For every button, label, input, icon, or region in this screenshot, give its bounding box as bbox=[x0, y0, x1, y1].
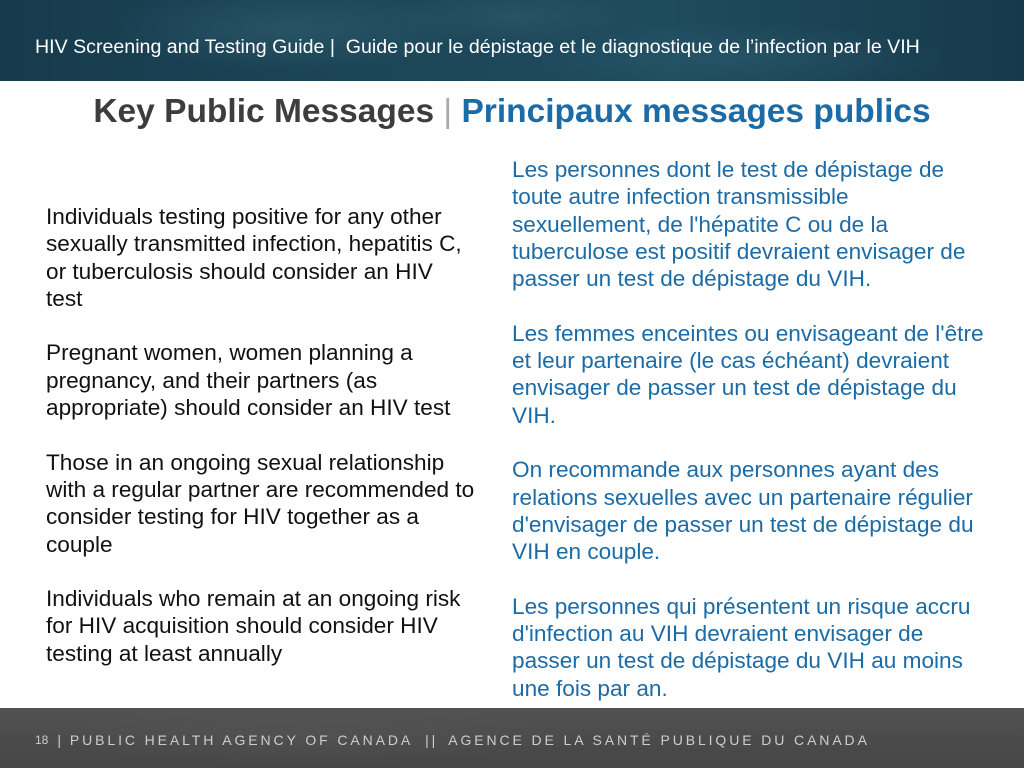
english-message-sti-hepc-tb bbox=[46, 203, 496, 312]
text-line: VIH. bbox=[512, 402, 556, 428]
french-message-couples bbox=[512, 456, 1012, 565]
footer-double-separator: || bbox=[425, 732, 439, 748]
text-line: Those in an ongoing sexual relationship bbox=[46, 449, 445, 475]
text-line: sexually transmitted infection, hepatitis C, bbox=[46, 231, 462, 257]
text-line: Pregnant women, women planning a bbox=[46, 340, 413, 366]
text-line: pregnancy, and their partners (as bbox=[46, 367, 378, 393]
text-line: Les personnes qui présentent un risque accru bbox=[512, 593, 971, 619]
text-line: passer un test de dépistage du VIH. bbox=[512, 266, 872, 292]
slide-title-separator: | bbox=[443, 93, 453, 130]
french-messages-column bbox=[512, 156, 1012, 702]
text-line: testing at least annually bbox=[46, 640, 283, 666]
text-line: relations sexuelles avec un partenaire régulier bbox=[512, 484, 973, 510]
slide-title bbox=[0, 92, 1024, 132]
text-line: toute autre infection transmissible bbox=[512, 184, 849, 210]
guide-title: HIV Screening and Testing Guide | Guide pour le dépistage et le diagnostique de l’infection par le VIH bbox=[35, 36, 920, 58]
text-line: Les personnes dont le test de dépistage de bbox=[512, 157, 945, 182]
header-band bbox=[0, 0, 1024, 81]
footer-agency-line bbox=[35, 729, 870, 751]
agency-name-english: PUBLIC HEALTH AGENCY OF CANADA bbox=[69, 732, 414, 748]
text-line: On recommande aux personnes ayant des bbox=[512, 457, 940, 483]
text-line: Individuals who remain at an ongoing risk bbox=[46, 586, 461, 612]
text-line: d'envisager de passer un test de dépistage du bbox=[512, 511, 974, 537]
text-line: test bbox=[46, 285, 83, 311]
french-message-sti-hepc-tb bbox=[512, 156, 1012, 292]
page-number: 18 bbox=[35, 733, 49, 747]
french-message-pregnancy bbox=[512, 320, 1012, 429]
english-messages-column bbox=[46, 203, 496, 667]
text-line: couple bbox=[46, 531, 113, 557]
agency-name-french: AGENCE DE LA SANTÉ PUBLIQUE DU CANADA bbox=[448, 732, 870, 748]
text-line: tuberculose est positif devraient envisager de bbox=[512, 238, 966, 264]
footer-separator: | bbox=[57, 732, 64, 748]
text-line: consider testing for HIV together as a bbox=[46, 504, 419, 530]
text-line: et leur partenaire (le cas échéant) devraient bbox=[512, 348, 950, 374]
slide-title-english: Key Public Messages bbox=[93, 93, 435, 130]
text-line: appropriate) should consider an HIV test bbox=[46, 395, 451, 421]
text-line: passer un test de dépistage du VIH au moins bbox=[512, 648, 963, 674]
text-line: VIH en couple. bbox=[512, 539, 661, 565]
text-line: envisager de passer un test de dépistage du bbox=[512, 375, 957, 401]
text-line: une fois par an. bbox=[512, 675, 668, 701]
french-message-ongoing-risk bbox=[512, 593, 1012, 702]
text-line: for HIV acquisition should consider HIV bbox=[46, 613, 438, 639]
english-message-pregnancy bbox=[46, 339, 496, 421]
english-message-couples bbox=[46, 449, 496, 558]
slide-title-french: Principaux messages publics bbox=[461, 93, 931, 130]
text-line: Les femmes enceintes ou envisageant de l'être bbox=[512, 320, 984, 346]
text-line: with a regular partner are recommended to bbox=[46, 476, 475, 502]
text-line: or tuberculosis should consider an HIV bbox=[46, 258, 433, 284]
text-line: sexuellement, de l'hépatite C ou de la bbox=[512, 211, 889, 237]
footer-band bbox=[0, 708, 1024, 768]
text-line: d'infection au VIH devraient envisager de bbox=[512, 621, 924, 647]
text-line: Individuals testing positive for any other bbox=[46, 204, 442, 229]
english-message-ongoing-risk bbox=[46, 585, 496, 667]
